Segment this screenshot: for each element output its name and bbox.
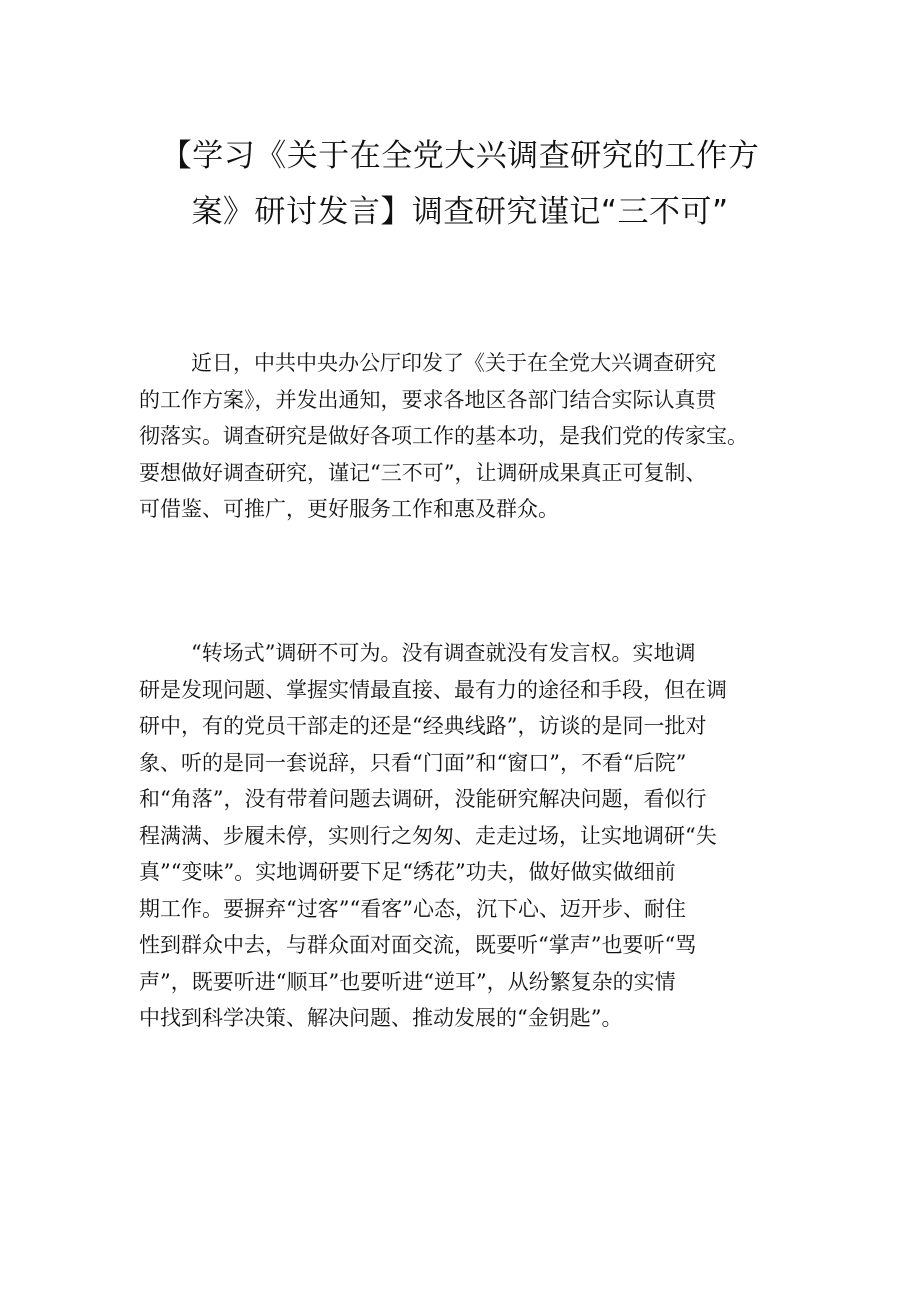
- paragraph-line: 真”“变味”。实地调研要下足“绣花”功夫，做好做实做细前: [139, 860, 676, 884]
- paragraph-line: 期工作。要摒弃“过客”“看客”心态，沉下心、迈开步、耐住: [139, 896, 686, 921]
- intro-paragraph: [139, 345, 799, 528]
- paragraph-line: 象、听的是同一套说辞，只看“门面”和“窗口”，不看“后院”: [139, 750, 687, 775]
- paragraph-line: 研是发现问题、掌握实情最直接、最有力的途径和手段，但在调: [139, 677, 727, 702]
- paragraph-line: 研中，有的党员干部走的还是“经典线路”，访谈的是同一批对: [139, 714, 707, 738]
- paragraph-line: “转场式”调研不可为。没有调查就没有发言权。实地调: [191, 641, 696, 665]
- title-line: 【学习《关于在全党大兴调查研究的工作方: [160, 138, 760, 174]
- paragraph-line: 性到群众中去，与群众面对面交流，既要听“掌声”也要听“骂: [139, 933, 697, 957]
- paragraph-line: 彻落实。调查研究是做好各项工作的基本功，是我们党的传家宝。: [139, 424, 748, 448]
- paragraph-line: 可借鉴、可推广，更好服务工作和惠及群众。: [139, 497, 559, 521]
- paragraph-line: 中找到科学决策、解决问题、推动发展的“金钥匙”。: [139, 1006, 623, 1030]
- document-title: [110, 128, 810, 240]
- title-line: 案》研讨发言】调查研究谨记“三不可”: [191, 194, 729, 230]
- paragraph-line: 程满满、步履未停，实则行之匆匆、走走过场，让实地调研“失: [139, 823, 717, 848]
- paragraph-line: 近日，中共中央办公厅印发了《关于在全党大兴调查研究: [191, 351, 716, 375]
- paragraph-line: 声”，既要听进“顺耳”也要听进“逆耳”，从纷繁复杂的实情: [139, 969, 676, 994]
- paragraph-line: 要想做好调查研究，谨记“三不可”，让调研成果真正可复制、: [139, 460, 707, 485]
- paragraph-line: 的工作方案》，并发出通知，要求各地区各部门结合实际认真贯: [139, 387, 717, 412]
- body-paragraph: [139, 635, 799, 1037]
- paragraph-line: 和“角落”，没有带着问题去调研，没能研究解决问题，看似行: [139, 787, 707, 811]
